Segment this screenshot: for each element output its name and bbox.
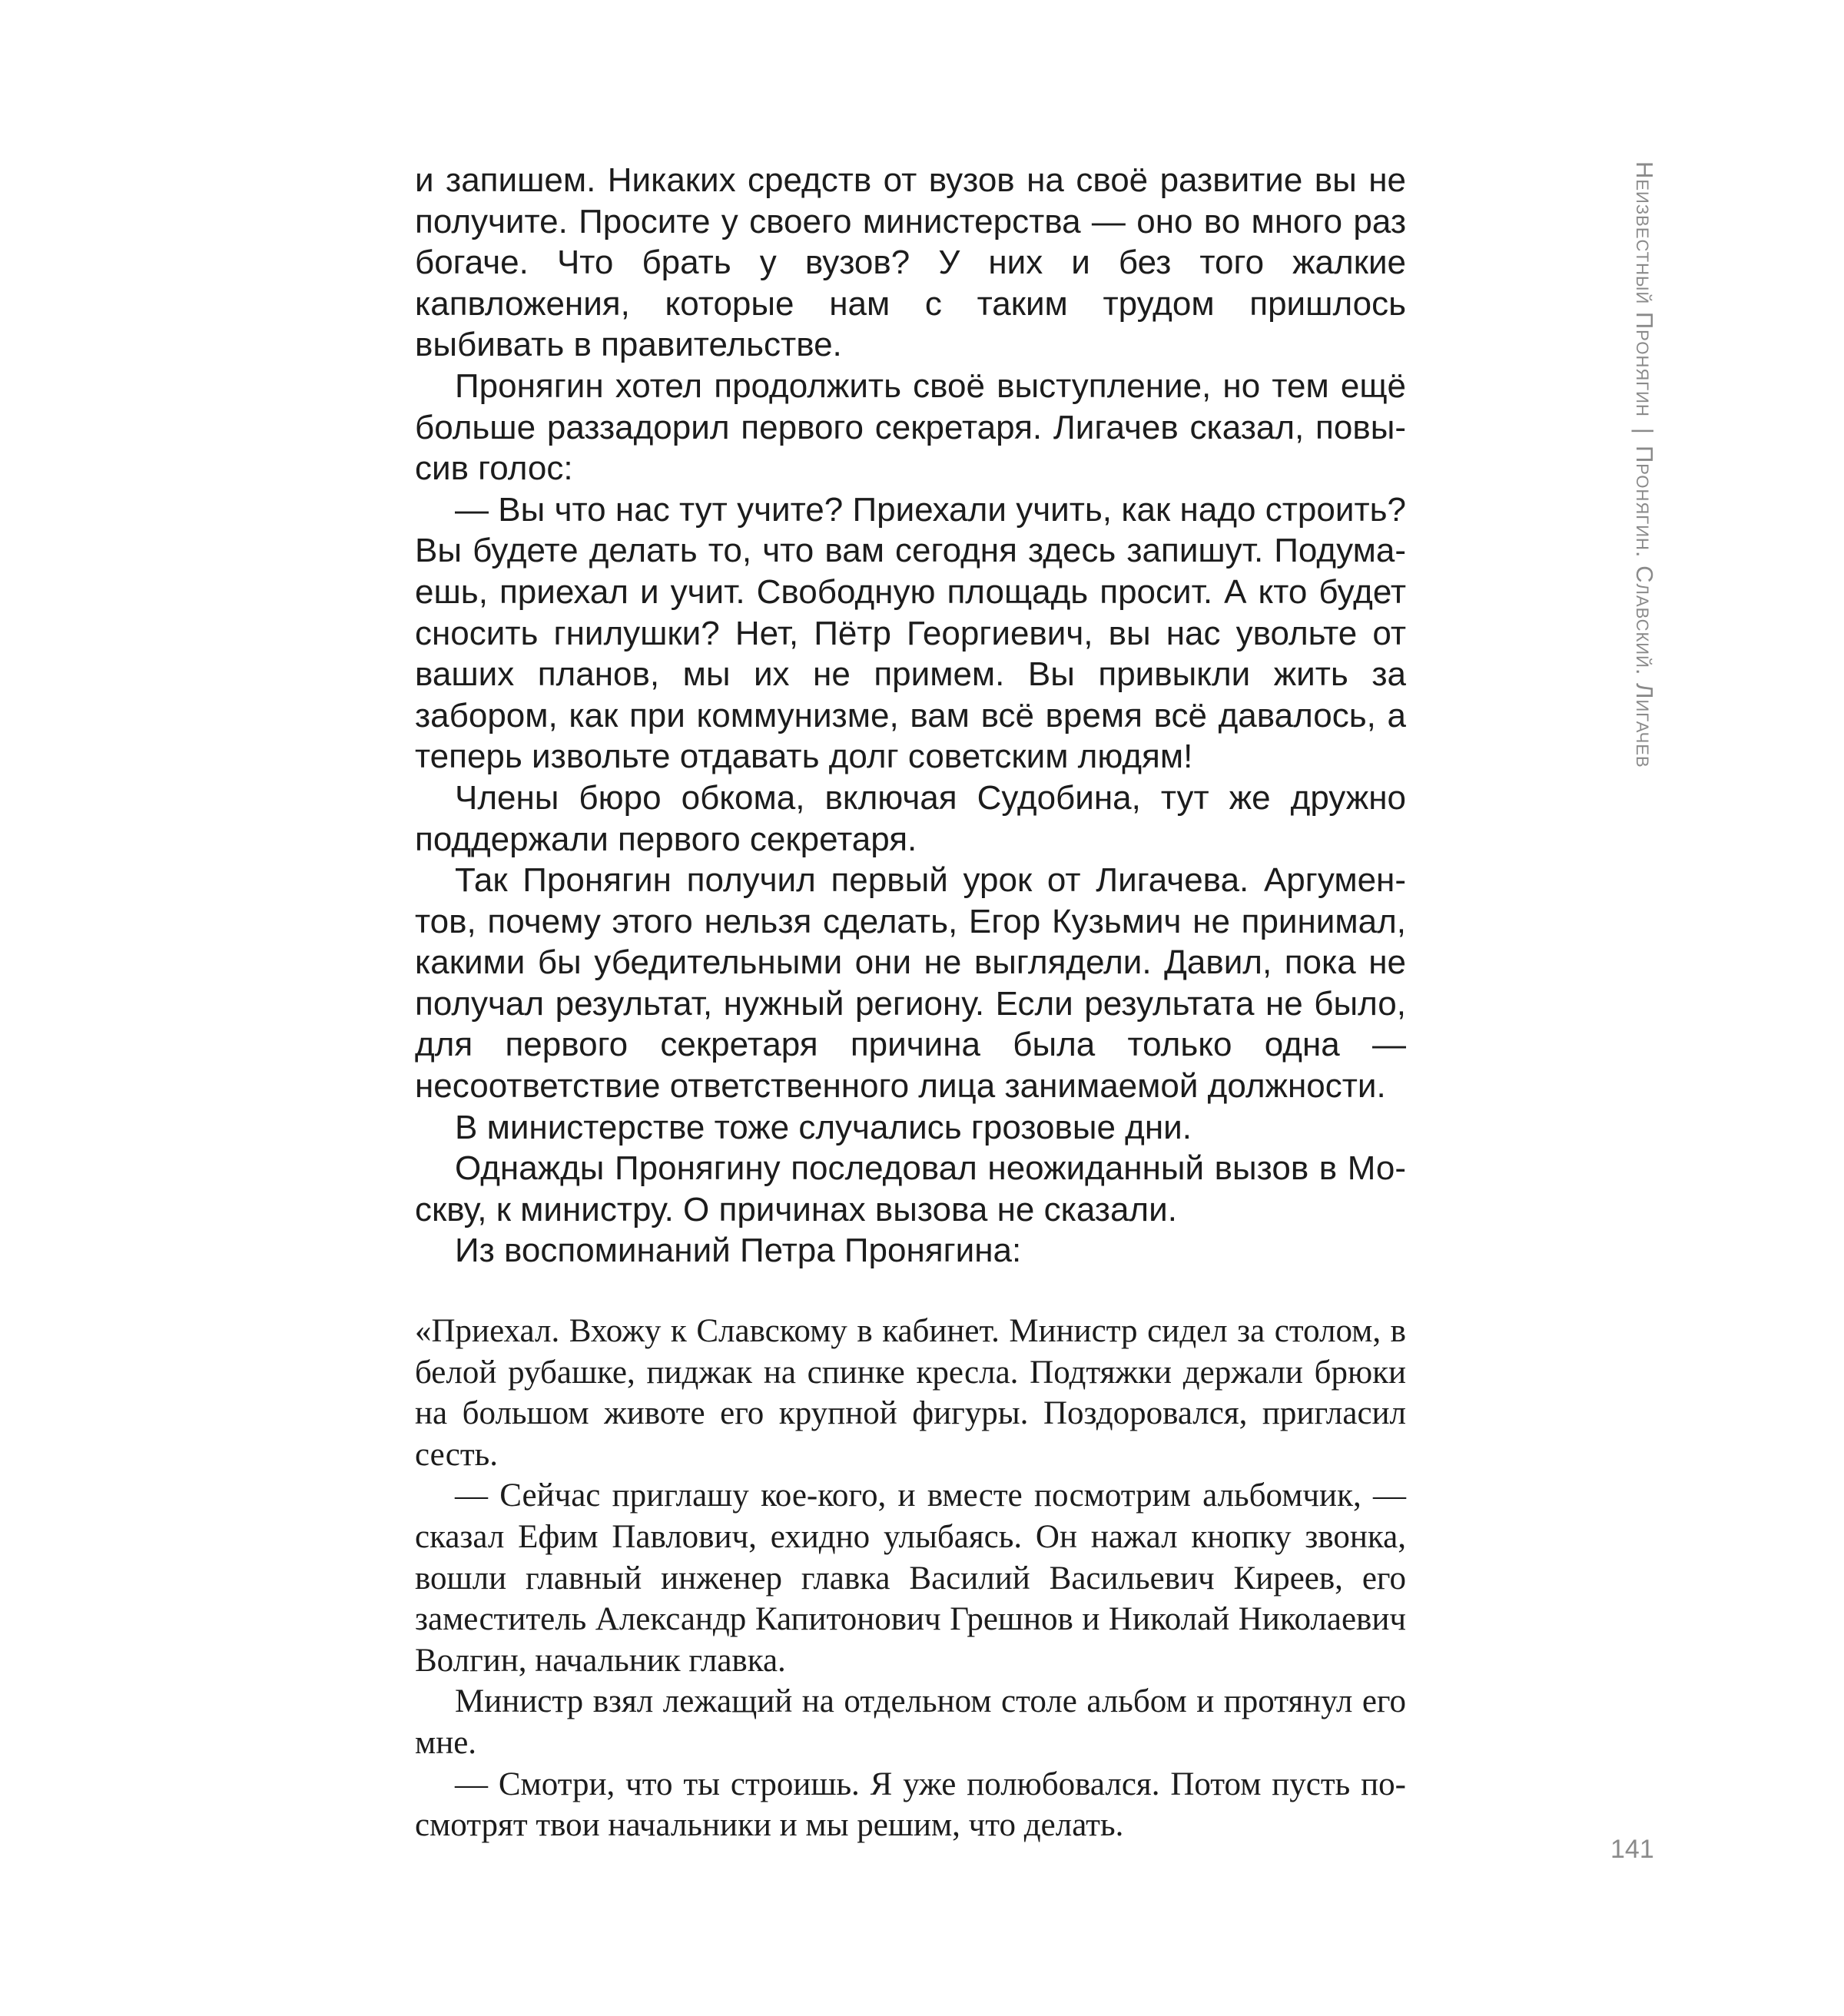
quote-paragraph: Министр взял лежащий на отдельном столе альбом и протянул его мне. bbox=[415, 1683, 1406, 1761]
body-text bbox=[415, 160, 1406, 1272]
paragraph: Так Пронягин получил первый урок от Лигачева. Аргументов, почему этого нельзя сделать, Егор Кузьмич не принимал, какими бы убедительными они не выглядели. Давил, пока не получал результат, нужный региону. Если результата не было, для первого секретаря причина была только одна — несоответствие ответственного лица занимаемой должности. bbox=[415, 861, 1406, 1106]
quote-paragraph: «Приехал. Вхожу к Славскому в кабинет. Министр сидел за столом, в белой рубашке, пиджак на спинке кресла. Подтяжки держали брюки на большом животе его крупной фигуры. Поздоровался, пригласил сесть. bbox=[415, 1313, 1406, 1473]
book-title: Неизвестный Пронягин bbox=[1631, 161, 1658, 417]
paragraph: В министерстве тоже случались грозовые дни. bbox=[455, 1108, 1192, 1146]
paragraph: Из воспоминаний Петра Пронягина: bbox=[455, 1232, 1022, 1270]
paragraph: Члены бюро обкома, включая Судобина, тут же дружно поддержали первого секретаря. bbox=[415, 778, 1406, 858]
quote-paragraph: — Сейчас приглашу кое-кого, и вместе посмотрим альбомчик, — сказал Ефим Павлович, ехидно улыбаясь. Он нажал кнопку звонка, вошли главный инженер главка Василий Васильевич Киреев, его заместитель Александр Капитонович Грешнов и Николай Николаевич Волгин, начальник главка. bbox=[415, 1477, 1406, 1679]
paragraph: и запишем. Никаких средств от вузов на своё развитие вы не получите. Просите у своего министерства — оно во много раз богаче. Что брать у вузов? У них и без того жалкие капвложения, которые нам с таким трудом пришлось выбивать в правительстве. bbox=[415, 161, 1406, 364]
quote-paragraph: — Смотри, что ты строишь. Я уже полюбовался. Потом пусть посмотрят твои начальники и мы решим, что делать. bbox=[415, 1766, 1406, 1844]
paragraph: Однажды Пронягину последовал неожиданный вызов в Москву, к министру. О причинах вызова не сказали. bbox=[415, 1149, 1406, 1228]
running-head-separator: | bbox=[1631, 427, 1658, 435]
paragraph: Пронягин хотел продолжить своё выступление, но тем ещё больше раззадорил первого секретаря. Лигачев сказал, повысив голос: bbox=[415, 366, 1406, 488]
paragraph: — Вы что нас тут учите? Приехали учить, как надо строить? Вы будете делать то, что вам сегодня здесь запишут. Подумаешь, приехал и учит. Свободную площадь просит. А кто будет сносить гнилушки? Нет, Пётр Георгиевич, вы нас увольте от ваших планов, мы их не примем. Вы привыкли жить за забором, как при коммунизме, вам всё время всё давалось, а теперь извольте отдавать долг советским людям! bbox=[415, 490, 1406, 776]
chapter-title: Пронягин. Славский. Лигачев bbox=[1631, 445, 1658, 768]
memoir-quote bbox=[415, 1311, 1406, 1846]
page-number: 141 bbox=[1610, 1835, 1654, 1864]
running-head bbox=[1630, 161, 1658, 768]
